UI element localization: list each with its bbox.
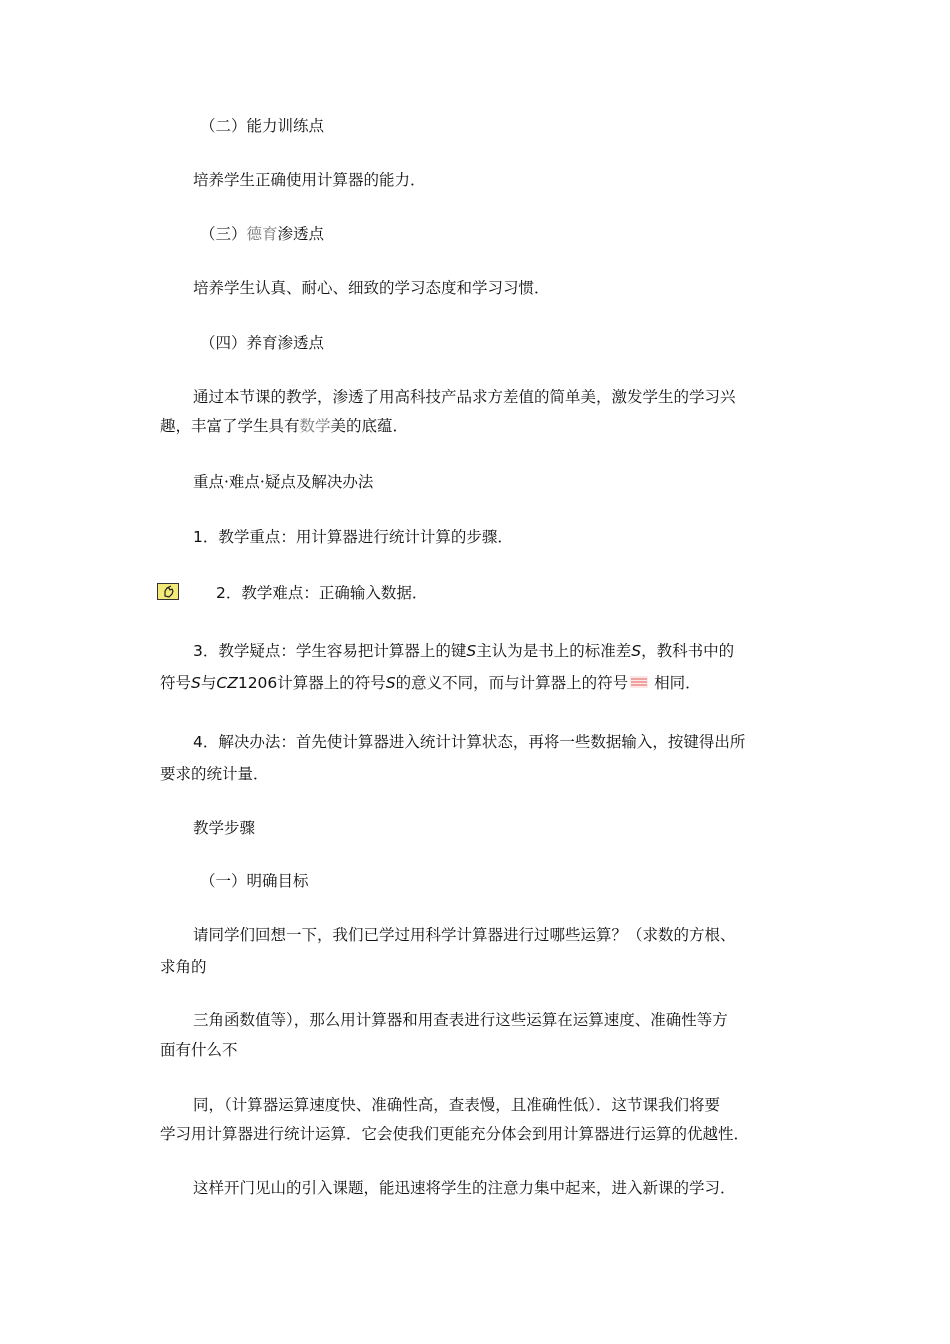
gray-text: 数学 bbox=[299, 417, 331, 435]
paragraph-ability bbox=[193, 167, 793, 193]
text: 培养学生认真、耐心、细致的学习态度和学习习惯． bbox=[193, 279, 550, 297]
text: 重点·难点·疑点及解决办法 bbox=[193, 473, 374, 491]
paragraph-difference-line2 bbox=[160, 1121, 792, 1147]
text: ．教学疑点：学生容易把计算器上的键 bbox=[202, 642, 467, 660]
text: 要求的统计量． bbox=[160, 765, 269, 783]
section-moral-heading bbox=[200, 221, 832, 247]
text: ．解决办法：首先使计算器进入统计计算状态，再将一些数据输入，按键得出所 bbox=[202, 733, 746, 751]
gray-text: 德育 bbox=[246, 225, 278, 243]
section-nurture-heading bbox=[200, 330, 832, 356]
paragraph-nurture-line1 bbox=[193, 384, 793, 410]
text: 面有什么不 bbox=[160, 1041, 238, 1059]
text: 三角函数值等），那么用计算器和用查表进行这些运算在运算速度、准确性等方 bbox=[193, 1011, 728, 1029]
item-solution-line1 bbox=[193, 729, 793, 755]
paragraph-compare-line2 bbox=[160, 1037, 792, 1063]
text: （四）养育渗透点 bbox=[200, 334, 325, 352]
item-number: 3 bbox=[193, 642, 203, 660]
paragraph-recall-line1 bbox=[193, 922, 793, 948]
model-number: 1206 bbox=[237, 674, 278, 692]
formula-image-icon bbox=[630, 675, 648, 689]
text: 渗透点 bbox=[277, 225, 325, 243]
text: 这样开门见山的引入课题，能迅速将学生的注意力集中起来，进入新课的学习． bbox=[193, 1179, 736, 1197]
text: 符号 bbox=[160, 674, 192, 692]
text: 美的底蕴． bbox=[330, 417, 409, 435]
text: 相同． bbox=[654, 674, 701, 692]
item-number: 4 bbox=[193, 733, 203, 751]
text: （三） bbox=[200, 225, 247, 243]
item-solution-line2 bbox=[160, 761, 792, 787]
section-goal-heading bbox=[200, 868, 832, 894]
text: 培养学生正确使用计算器的能力． bbox=[193, 171, 426, 189]
text: 学习用计算器进行统计运算．它会使我们更能充分体会到用计算器进行运算的优越性． bbox=[160, 1125, 750, 1143]
text: 教学步骤 bbox=[193, 819, 256, 837]
item-key-point bbox=[193, 524, 793, 550]
key-points-heading bbox=[193, 469, 793, 495]
item-doubt-line2 bbox=[160, 670, 792, 696]
paragraph-recall-line2 bbox=[160, 954, 792, 980]
symbol-s: S bbox=[631, 642, 642, 660]
paragraph-moral bbox=[193, 275, 793, 301]
text: 计算器上的符号 bbox=[277, 674, 386, 692]
teaching-steps-heading bbox=[193, 815, 793, 841]
text: ．教学重点：用计算器进行统计计算的步骤． bbox=[202, 528, 513, 546]
item-difficulty bbox=[216, 580, 848, 606]
item-number: 2 bbox=[216, 584, 226, 602]
text: 的意义不同，而与计算器上的符号 bbox=[395, 674, 629, 692]
symbol-s: S bbox=[191, 674, 201, 692]
hand-icon bbox=[161, 585, 177, 599]
text: 通过本节课的教学，渗透了用高科技产品求方差值的简单美，激发学生的学习兴 bbox=[193, 388, 736, 406]
text: （一）明确目标 bbox=[200, 872, 309, 890]
text: 趣，丰富了学生具有 bbox=[160, 417, 300, 435]
text: 主认为是书上的标准差 bbox=[476, 642, 632, 660]
text: ．教学难点：正确输入数据． bbox=[225, 584, 428, 602]
item-number: 1 bbox=[193, 528, 203, 546]
text: 请同学们回想一下，我们已学过用科学计算器进行过哪些运算？（求数的方根、 bbox=[193, 926, 736, 944]
text: 同，（计算器运算速度快、准确性高，查表慢，且准确性低）．这节课我们将要 bbox=[193, 1096, 721, 1114]
symbol-s: S bbox=[385, 674, 396, 692]
item-doubt-line1 bbox=[193, 638, 793, 664]
section-ability-heading bbox=[200, 113, 832, 139]
text: 与 bbox=[200, 674, 217, 692]
paragraph-intro-summary bbox=[193, 1175, 793, 1201]
paragraph-nurture-line2 bbox=[160, 413, 792, 439]
symbol-s: S bbox=[466, 642, 477, 660]
hint-icon[interactable] bbox=[157, 583, 179, 600]
text: 求角的 bbox=[160, 958, 207, 976]
paragraph-difference-line1 bbox=[193, 1092, 793, 1118]
text: ，教科书中的 bbox=[641, 642, 735, 660]
model-prefix: CZ bbox=[216, 674, 238, 692]
text: （二）能力训练点 bbox=[200, 117, 325, 135]
paragraph-compare-line1 bbox=[193, 1007, 793, 1033]
